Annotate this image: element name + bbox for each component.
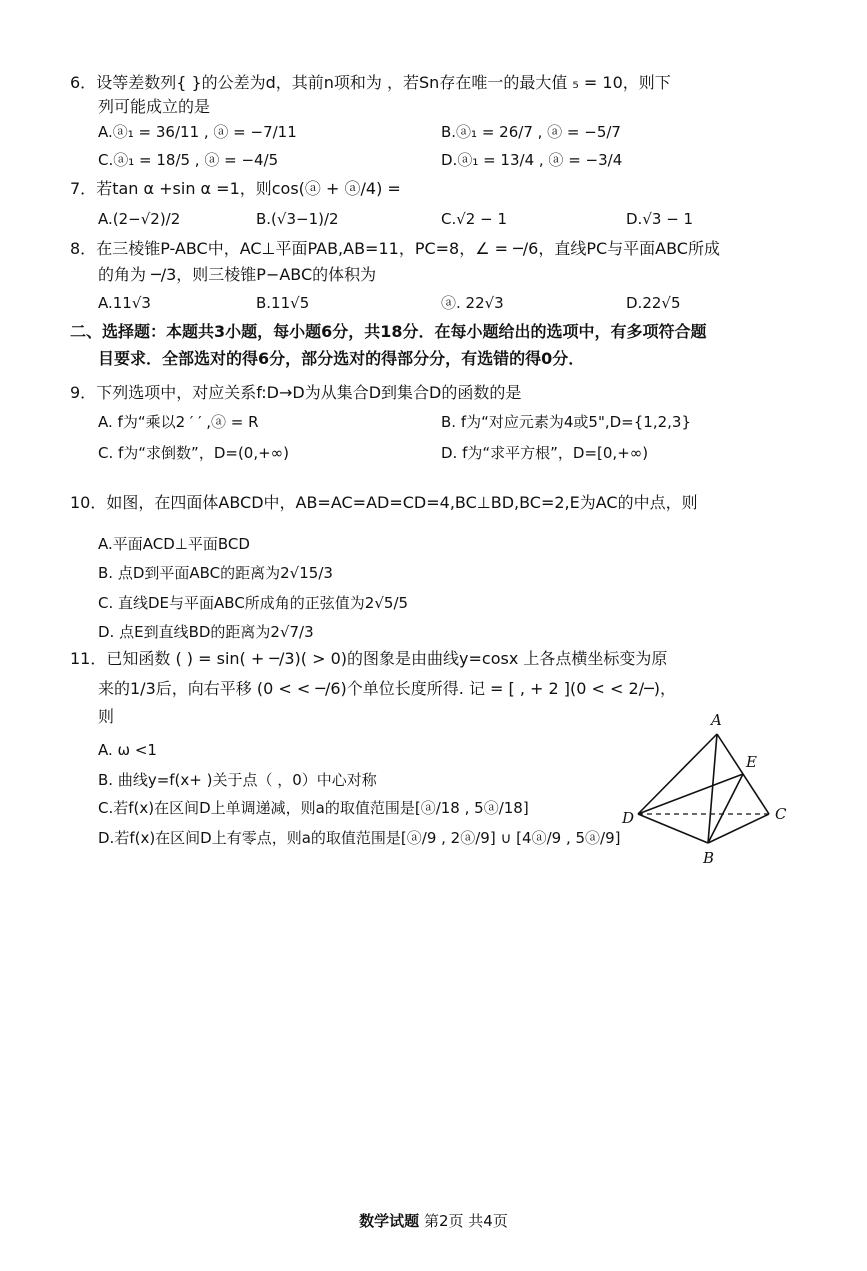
q7-number: 7． <box>70 179 97 198</box>
q9-option-b: B. f为“对应元素为4或5",D={1,2,3} <box>441 413 692 431</box>
q6-stem-line2: 列可能成立的是 <box>98 97 211 116</box>
q7-option-b: B.(√3−1)/2 <box>256 210 339 228</box>
q9-number: 9． <box>70 383 97 402</box>
q8-option-a: A.11√3 <box>98 294 151 312</box>
q11-stem-line1: 已知函数 ( ) = sin( + ─/3)( > 0)的图象是由曲线y=cosx 上各点横坐标变为原 <box>106 649 668 668</box>
q8-stem-line1: 在三棱锥P-ABC中，AC⊥平面PAB,AB=11，PC=8，∠ = ─/6，直线PC与平面ABC所成 <box>96 239 720 258</box>
q7-stem: 若tan α +sin α =1，则cos(ⓐ + ⓐ/4) = <box>96 179 401 198</box>
vertex-label-b: B <box>703 849 715 867</box>
q10-option-d: D. 点E到直线BD的距离为2√7/3 <box>98 623 314 641</box>
q11-option-a: A. ω <1 <box>98 741 157 759</box>
q9-line1 <box>70 382 521 404</box>
q8-option-d: D.22√5 <box>626 294 681 312</box>
q10-option-c: C. 直线DE与平面ABC所成角的正弦值为2√5/5 <box>98 594 409 612</box>
q6-option-a: A.ⓐ₁ = 36/11 , ⓐ = −7/11 <box>98 123 297 141</box>
q11-option-d: D.若f(x)在区间D上有零点，则a的取值范围是[ⓐ/9 , 2ⓐ/9] ∪ [4ⓐ/9 , 5ⓐ/9] <box>98 829 621 847</box>
q6-line1 <box>70 72 671 94</box>
q6-option-c: C.ⓐ₁ = 18/5 , ⓐ = −4/5 <box>98 151 279 169</box>
page-footer <box>0 1210 867 1231</box>
q8-option-c: ⓐ. 22√3 <box>441 294 504 312</box>
q6-option-d: D.ⓐ₁ = 13/4 , ⓐ = −3/4 <box>441 151 623 169</box>
q11-option-b: B. 曲线y=f(x+ )关于点（ ，0）中心对称 <box>98 771 377 789</box>
q10-option-b: B. 点D到平面ABC的距离为2√15/3 <box>98 564 333 582</box>
section2-heading-line1: 二、选择题：本题共3小题，每小题6分，共18分．在每小题给出的选项中，有多项符合题 <box>70 322 707 341</box>
footer-total: 共4页 <box>468 1212 508 1230</box>
footer-page: 第2页 <box>423 1212 464 1230</box>
q9-option-a: A. f为“乘以2 ′ ′ ,ⓐ = R <box>98 413 259 431</box>
q8-line1 <box>70 238 720 260</box>
q10-stem: 如图，在四面体ABCD中，AB=AC=AD=CD=4,BC⊥BD,BC=2,E为AC的中点，则 <box>106 493 698 512</box>
q6-number: 6． <box>70 73 97 92</box>
q6-stem-line1: 设等差数列{ }的公差为d，其前n项和为 ，若Sn存在唯一的最大值 ₅ = 10，则下 <box>96 73 671 92</box>
q10-line1 <box>70 492 698 514</box>
q6-option-b: B.ⓐ₁ = 26/7 , ⓐ = −5/7 <box>441 123 621 141</box>
q11-stem-line2: 来的1/3后，向右平移 (0 < < ─/6)个单位长度所得. 记 = [ , + 2 ](0 < < 2/─)， <box>98 679 676 698</box>
edge-bc <box>708 814 769 843</box>
vertex-label-d: D <box>622 809 635 827</box>
q8-number: 8． <box>70 239 97 258</box>
tetrahedron-figure <box>610 705 800 875</box>
q11-number: 11． <box>70 649 107 668</box>
footer-title: 数学试题 <box>359 1212 420 1230</box>
q7-option-a: A.(2−√2)/2 <box>98 210 181 228</box>
q8-option-b: B.11√5 <box>256 294 310 312</box>
q10-number: 10． <box>70 493 107 512</box>
q9-stem: 下列选项中，对应关系f:D→D为从集合D到集合D的函数的是 <box>96 383 522 402</box>
q9-option-d: D. f为“求平方根”，D=[0,+∞) <box>441 444 649 462</box>
q11-option-c: C.若f(x)在区间D上单调递减，则a的取值范围是[ⓐ/18 , 5ⓐ/18] <box>98 799 529 817</box>
q7-line1 <box>70 178 401 200</box>
vertex-label-c: C <box>775 805 787 823</box>
q11-stem-line3: 则 <box>98 707 115 726</box>
q10-option-a: A.平面ACD⊥平面BCD <box>98 535 250 553</box>
q9-option-c: C. f为“求倒数”，D=(0,+∞) <box>98 444 290 462</box>
q8-stem-line2: 的角为 ─/3，则三棱锥P−ABC的体积为 <box>98 265 377 284</box>
vertex-label-a: A <box>711 711 722 729</box>
q11-line1 <box>70 648 667 670</box>
edge-ad <box>638 734 717 814</box>
segment-de <box>638 774 743 814</box>
vertex-label-e: E <box>746 753 757 771</box>
q7-option-c: C.√2 − 1 <box>441 210 507 228</box>
edge-db <box>638 814 708 843</box>
section2-heading-line2: 目要求．全部选对的得6分，部分选对的得部分分，有选错的得0分． <box>98 349 585 368</box>
q7-option-d: D.√3 − 1 <box>626 210 694 228</box>
